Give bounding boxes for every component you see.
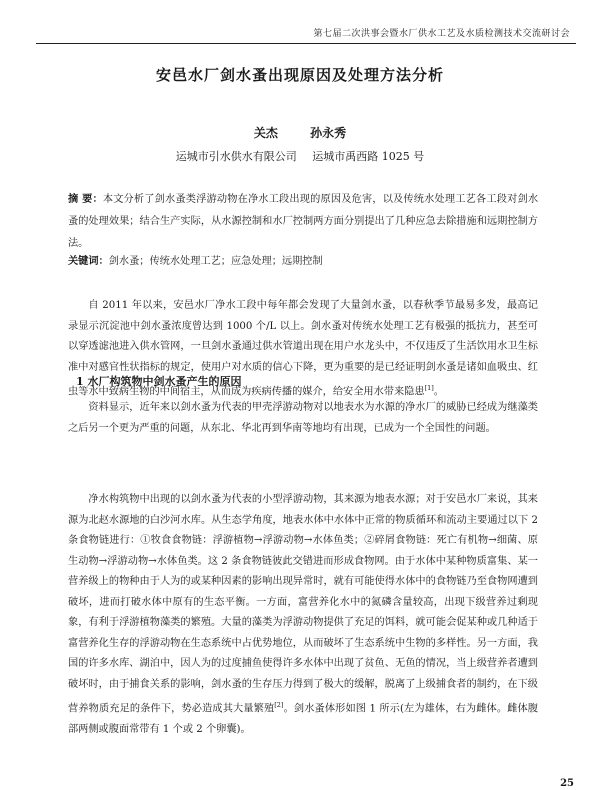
section-heading: 1 水厂构筑物中剑水蚤产生的原因 <box>76 375 242 388</box>
keywords-text: 剑水蚤；传统水处理工艺；应急处理；远期控制 <box>108 256 323 267</box>
keywords-label: 关键词： <box>68 255 109 267</box>
paragraph-text: 自 2011 年以来，安邑水厂净水工段中每年都会发现了大量剑水蚤，以春秋季节最易多发，最高记录显示沉淀池中剑水蚤浓度曾达到 1000 个/L 以上。剑水蚤对传统水处理工艺有极强的抵抗力，甚至可以穿透滤池进入供水管网，一旦剑水蚤通过供水管道出现在用户水龙头中，不仅违反了生活饮用水卫生标准中对感官性状指标的规定，使用户对水质的信心下降，更为重要的是已经证明剑水蚤是诸如血吸虫、红虫等水中致病生物的中间宿主，从而成为疾病传播的媒介，给安全用水带来隐患 <box>68 300 538 398</box>
paragraph-text: 资料显示，近年来以剑水蚤为代表的甲壳浮游动物对以地表水为水源的净水厂的威胁已经成为继藻类之后另一个更为严重的问题，从东北、华北再到华南等地均有出现，已成为一个全国性的问题。 <box>68 402 538 434</box>
affiliation-org: 运城市引水供水有限公司 <box>175 150 297 163</box>
keywords <box>68 252 538 271</box>
affiliation-address: 运城市禹西路 1025 号 <box>312 150 425 163</box>
affiliation <box>0 148 600 164</box>
paper-title: 安邑水厂剑水蚤出现原因及处理方法分析 <box>155 66 444 84</box>
abstract <box>68 188 538 255</box>
body-paragraph <box>68 398 538 439</box>
citation-ref: [1] <box>424 384 434 392</box>
author-list <box>0 124 600 141</box>
page-number: 25 <box>560 778 574 789</box>
paragraph-text: 净水构筑物中出现的以剑水蚤为代表的小型浮游动物，其来源为地表水源；对于安邑水厂来说，其来源为北赵水源地的白沙河水库。从生态学角度，地表水体中水体中正常的物质循环和流动主要通过以下 2 条食物链进行：①牧食食物链：浮游植物→浮游动物→水体鱼类；②碎屑食物链：死亡有机物→细菌、原生动物→浮游动物→水体鱼类。这 2 条食物链彼此交错进而形成食物网。由于水体中某种物质富集、某一营养级上的物种由于人为的或某种因素的影响出现异常时，就有可能使得水体中的食物链乃至食物网遭到破坏，进而打破水体中原有的生态平衡。一方面，富营养化水中的氮磷含量较高，出现下级营养过剩现象，有利于浮游植物藻类的繁殖。大量的藻类为浮游动物提供了充足的饵料，就可能会促某种或几种适于富营养化生存的浮游动物在生态系统中占优势地位，从而破坏了生态系统中生物的多样性。另一方面，我国的许多水库、湖泊中，因人为的过度捕鱼使得许多水体中出现了贫鱼、无鱼的情况，当上级营养者遭到破坏时，由于捕食关系的影响，剑水蚤的生存压力得到了极大的缓解，脱离了上级捕食者的制约，在下级营养物质充足的条件下，势必造成其大量繁殖 <box>68 494 538 715</box>
abstract-text: 本文分析了剑水蚤类浮游动物在净水工段出现的原因及危害，以及传统水处理工艺各工段对剑水蚤的处理效果；结合生产实际，从水源控制和水厂控制两方面分别提出了几种应急去除措施和远期控制方法。 <box>68 194 539 249</box>
paragraph-text-end: 。剑水蚤体形如图 1 所示(左为雄体，右为雌体。雌体腹部两侧或腹面常带有 1 个或 2 个卵囊)。 <box>68 703 538 735</box>
running-header: 第七届二次洪事会暨水厂供水工艺及水质检测技术交流研讨会 <box>313 29 570 39</box>
header-rule <box>36 43 576 44</box>
abstract-label: 摘 要： <box>68 193 103 205</box>
paragraph-text-end: 。 <box>433 386 444 398</box>
body-paragraph <box>68 490 538 740</box>
author-name: 孙永秀 <box>310 126 347 140</box>
author-name: 关杰 <box>253 126 278 140</box>
citation-ref: [2] <box>274 701 284 709</box>
